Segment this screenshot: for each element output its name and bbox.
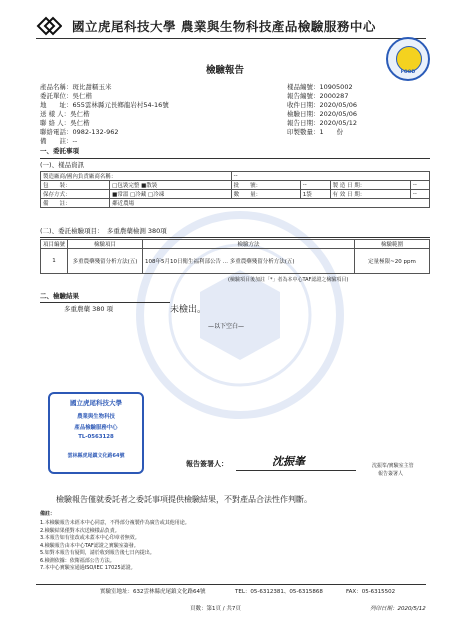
table-cell: 1袋 [300,190,330,199]
section-divider [40,158,430,159]
info-row-remark [40,136,169,145]
table-row [41,181,430,190]
table-cell: 數 量： [231,190,300,199]
field-label: 委託單位： [40,92,73,100]
note-item: 3.本報告如有塗改或未蓋本中心印章者無效。 [40,535,140,541]
table-row [41,172,430,181]
info-row-address [40,100,169,109]
header-divider [36,38,426,39]
field-value: 10905002 [319,83,353,91]
sample-info-heading: (一)、樣品資訊 [40,161,85,169]
table-cell: 製 造 日 期： [330,181,410,190]
disclaimer: 檢驗報告僅就委託者之委託事項提供檢驗結果，不對產品合法性作判斷。 [56,495,312,504]
field-label: 報告編號： [287,92,320,100]
table-header-cell: 項目編號 [41,240,68,249]
sample-info-table [40,171,430,208]
stamp-line: 產品檢驗服務中心 [74,425,118,431]
table-cell: 有 效 日 期： [330,190,410,199]
field-value: 655雲林縣元長鄉龍岩村54-16號 [72,101,169,109]
field-label: 產品名稱： [40,83,73,91]
table-cell: 製造廠商/國內負責廠商名稱： [41,172,232,181]
page-number: 頁數：第1頁 / 共7頁 [190,606,241,612]
table-cell: -- [231,172,429,181]
note-item: 5.如對本報告有疑問，請於收到報告後七日內提出。 [40,550,155,556]
note-item: 6.檢測依據：依衛福部公告方法。 [40,557,115,564]
footer-fax: FAX：05-6315502 [346,589,396,595]
info-row-report-date [287,118,357,127]
signature-line [236,470,356,471]
table-row [41,199,430,208]
result-value: 未檢出。 [170,305,207,315]
field-value: 斑比甜糯玉米 [72,83,112,91]
field-label: 報告日期： [287,119,320,127]
table-cell: 保存方式： [41,190,110,199]
table-row [41,190,430,199]
table-cell: -- [410,190,429,199]
info-row-phone [40,127,169,136]
field-label: 聯絡電話： [40,128,73,136]
section2-title: 二、檢驗結果 [40,292,79,300]
table-header-cell: 檢驗方法 [143,240,355,249]
table-cell: ■常溫 □冷藏 □冷凍 [110,190,231,199]
info-row-sender [40,109,169,118]
food-certification-badge-icon [386,37,430,81]
table-cell: 108年5月10日衛生福利部公告 ... 多重農藥殘留分析方法(五) [143,249,355,274]
signature-subtitle: 報告簽署人 [378,471,404,477]
notes-list [40,521,190,574]
field-label: 聯 絡 人： [40,119,71,127]
field-label: 地 址： [40,101,73,109]
field-value: 1 份 [319,128,344,136]
signature-name: 沈振峯 [272,455,305,468]
field-value: 2020/05/06 [319,101,357,109]
field-label: 檢驗日期： [287,110,320,118]
table-cell: □包裝完整 ■散裝 [110,181,231,190]
field-value: 吳仁楷 [70,110,90,118]
table-cell: 多重農藥殘留分析方法(五) [68,249,143,274]
stamp-line: 農業與生物科技 [77,414,115,420]
info-row-contact [40,118,169,127]
field-value: 0982-132-962 [72,128,119,136]
info-row-client [40,91,169,100]
field-label: 印製數量： [287,128,320,136]
stamp-line: 雲林縣虎尾鎮文化路64號 [67,453,125,459]
organization-title: 國立虎尾科技大學 農業與生物科技產品檢驗服務中心 [72,19,376,34]
table-cell: -- [410,181,429,190]
table-cell: 包 裝： [41,181,110,190]
field-value: 2020/05/06 [319,110,357,118]
section1-title: 一、委託事項 [40,147,79,155]
note-item: 4.檢驗報告由本中心TAF認證之實驗室簽發。 [40,542,139,549]
note-item: 1.本檢驗報告未經本中心同意，不得部分複製作為廣告或其他用途。 [40,520,190,526]
field-label: 備 註： [40,137,73,145]
field-label: 收件日期： [287,101,320,109]
info-row-print-count [287,127,357,136]
report-title: 檢驗報告 [206,65,245,76]
table-header-row [41,240,430,249]
field-value: 2000287 [319,92,349,100]
footer-address: 實驗室地址：632雲林縣虎尾鎮文化路64號 [100,589,206,595]
report-info-left [40,82,169,145]
table-cell: 定量極限~20 ppm [355,249,430,274]
table-cell: 批 號： [231,181,300,190]
table-cell: 鄰近農場 [110,199,430,208]
table-cell: 備 註： [41,199,110,208]
section-divider [40,302,170,303]
table-header-cell: 檢驗項目 [68,240,143,249]
notes-title: 備註： [40,511,56,517]
info-row-product [40,82,169,91]
university-logo-icon [36,14,62,36]
field-value: 吳仁楷 [70,119,90,127]
field-value: 吳仁楷 [72,92,92,100]
table-row [41,249,430,274]
section-divider [40,237,430,238]
test-items-note: (檢驗項目後加註「*」者為本中心TAF認證之檢驗項目) [228,277,349,283]
table-cell: -- [300,181,330,190]
test-items-table [40,239,430,274]
info-row-test-date [287,109,357,118]
info-row-sample-no [287,82,357,91]
field-label: 送 樣 人： [40,110,71,118]
footer-divider [36,584,426,585]
signature-label: 報告簽署人： [186,460,228,468]
stamp-line: TL-0563128 [78,434,114,440]
info-row-received-date [287,100,357,109]
footer-tel: TEL：05-6312381、05-6315868 [235,589,323,595]
signature-title: 沈振峯/實驗室主管 [372,463,414,469]
report-info-right [287,82,357,136]
note-item: 7.本中心實驗室通過ISO/IEC 17025認證。 [40,565,136,571]
field-label: 樣品編號： [287,83,320,91]
field-value: -- [72,137,78,145]
end-of-results-mark: —以下空白— [208,323,245,330]
field-value: 2020/05/12 [319,119,357,127]
test-items-heading: (二)、委託檢驗項目： 多重農藥檢測 380項 [40,227,167,235]
result-item: 多重農藥 380 項 [64,305,114,313]
badge-label: FOOD [400,70,416,75]
note-item: 2.檢驗結果僅對本次送檢樣品負責。 [40,527,120,534]
info-row-report-no [287,91,357,100]
official-stamp [48,392,144,474]
stamp-line: 國立虎尾科技大學 [70,399,122,407]
print-date: 列印日期：2020/5/12 [370,606,426,612]
table-cell: 1 [41,249,68,274]
table-header-cell: 檢驗範圍 [355,240,430,249]
